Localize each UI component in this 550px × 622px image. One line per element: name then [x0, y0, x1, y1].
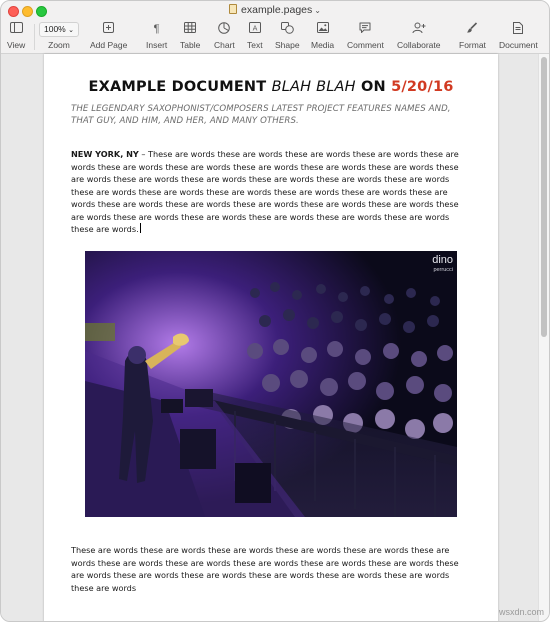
text-box-icon: [247, 22, 263, 36]
toolbar: [1, 1, 549, 54]
media-label: Media: [311, 40, 335, 50]
format-label: Format: [459, 40, 486, 50]
headline-italic-text: BLAH BLAH: [271, 79, 356, 95]
headline-text: EXAMPLE DOCUMENT: [88, 79, 272, 95]
concert-photo[interactable]: [85, 251, 457, 517]
comment-label: Comment: [347, 40, 384, 50]
chart-icon: [214, 22, 235, 36]
add-page-label: Add Page: [90, 40, 128, 50]
photo-icon: [311, 22, 334, 36]
headline-connector: ON: [355, 79, 392, 95]
zoom-label: Zoom: [48, 40, 70, 50]
chart-button[interactable]: [214, 22, 235, 50]
table-icon: [180, 22, 200, 36]
watermark-text: wsxdn.com: [498, 607, 544, 617]
concert-photo-graphic: [85, 251, 457, 517]
insert-label: Insert: [146, 40, 168, 50]
collaborate-label: Collaborate: [397, 40, 441, 50]
chevron-down-icon: ⌄: [314, 6, 321, 15]
text-button[interactable]: [247, 22, 263, 50]
media-button[interactable]: [311, 22, 334, 50]
dateline: NEW YORK, NY: [71, 149, 139, 159]
view-label: View: [7, 40, 26, 50]
body-paragraph-2[interactable]: These are words these are words these are words these are words these are words these are words these are words these are words these are words these are words these are words these are words these are words these are words these are words these are words these are words these are words: [71, 545, 459, 593]
sidebar-icon: [7, 22, 25, 36]
headline-date: 5/20/16: [391, 79, 454, 95]
vertical-scrollbar[interactable]: [538, 54, 549, 622]
text-label: Text: [247, 40, 263, 50]
document-canvas[interactable]: [1, 54, 549, 622]
insert-button[interactable]: [146, 22, 167, 50]
collaborate-button[interactable]: [397, 22, 440, 50]
add-person-icon: [397, 22, 440, 36]
shape-icon: [275, 22, 300, 36]
add-page-button[interactable]: [90, 22, 127, 50]
body-paragraph[interactable]: [71, 148, 471, 236]
add-page-icon: [90, 22, 127, 36]
window-title[interactable]: [1, 4, 549, 16]
chart-label: Chart: [214, 40, 235, 50]
svg-text:A: A: [252, 24, 258, 33]
text-cursor: [140, 223, 141, 233]
scrollbar-thumb[interactable]: [541, 57, 547, 337]
window-title-text: example.pages: [241, 4, 313, 16]
format-button[interactable]: [459, 22, 486, 50]
document-label: Document: [499, 40, 538, 50]
photo-credit-mark: dino: [432, 254, 453, 266]
table-label: Table: [180, 40, 201, 50]
shape-button[interactable]: [275, 22, 300, 50]
pilcrow-icon: ¶: [153, 23, 160, 35]
shape-label: Shape: [275, 40, 300, 50]
toolbar-divider: [34, 24, 35, 50]
document-subhead[interactable]: THE LEGENDARY SAXOPHONIST/COMPOSERS LATEST PROJECT FEATURES NAMES AND, THAT GUY, AND HIM, AND HER, AND MANY OTHERS.: [71, 104, 451, 126]
pages-document-icon: [229, 4, 237, 14]
paragraph-text: – These are words these are words these are words these are words these are words these are words these are words these are words these are words these are words these are words these are words these are words these are words these are words these are words these are words these are words these are words these are words these are words these are words these are words these are words these are words these are words these are words these are words these are words these are words these are words these are words these are words these are words.: [71, 149, 459, 234]
comment-icon: [347, 22, 384, 36]
table-button[interactable]: [180, 22, 200, 50]
zoom-control[interactable]: [38, 22, 80, 50]
zoom-value: 100%: [44, 24, 66, 34]
chevron-down-icon: ⌄: [68, 27, 74, 34]
document-headline[interactable]: [44, 79, 498, 95]
document-button[interactable]: [499, 22, 538, 50]
view-button[interactable]: [7, 22, 25, 50]
paintbrush-icon: [459, 22, 486, 36]
comment-button[interactable]: [347, 22, 384, 50]
photo-credit-mark-sub: perrucci: [433, 267, 453, 273]
document-page[interactable]: [44, 54, 498, 622]
zoom-select[interactable]: [39, 22, 79, 37]
document-icon: [499, 22, 538, 36]
